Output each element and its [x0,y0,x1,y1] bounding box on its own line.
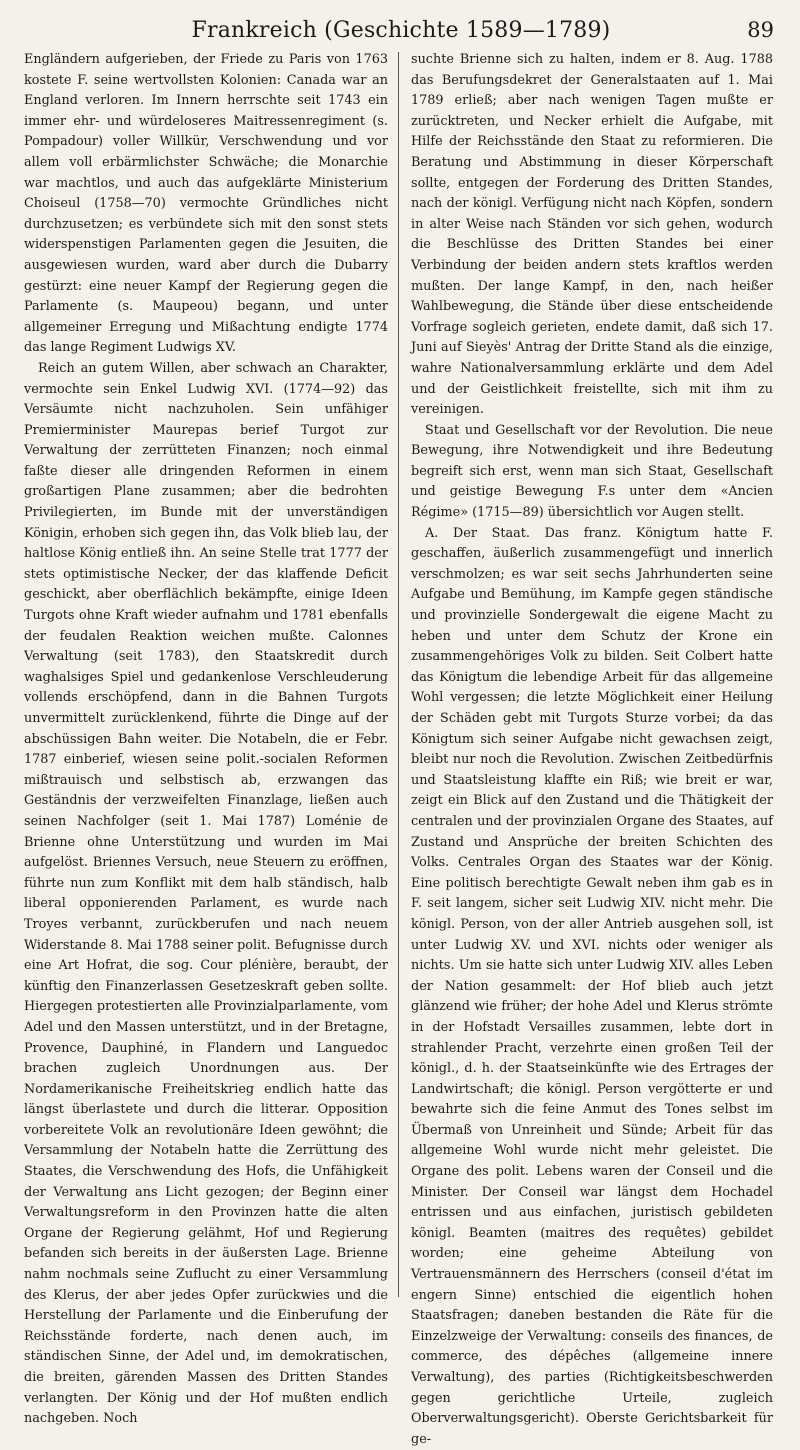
left-column [24,50,398,1450]
page-header [24,0,778,50]
right-column [399,50,773,1450]
running-head: Frankreich (Geschichte 1589—1789) [191,18,611,43]
text-columns [24,50,778,1450]
paragraph: Staat und Gesellschaft vor der Revolution. Die neue Bewegung, ihre Notwendigkeit und ihre Bedeutung begreift sich erst, wenn man sich Staat, Gesellschaft und geistige Bewegung F.s unter dem «Ancien Régime» (1715—89) übersichtlich vor Augen stellt. [411,422,773,521]
paragraph: A. Der Staat. Das franz. Königtum hatte F. geschaffen, äußerlich zusammengefügt und innerlich verschmolzen; es war seit sechs Jahrhunderten seine Aufgabe und Bemühung, im Kampfe gegen ständische und provinzielle Sondergewalt die eigene Macht zu heben und unter dem Schutz der Krone ein zusammengehöriges Volk zu bilden. Seit Colbert hatte das Königtum die lebendige Arbeit für das allgemeine Wohl vergessen; die letzte Möglichkeit einer Heilung der Schäden gebt mit Turgots Sturze vorbei; da das Königtum sich seiner Aufgabe nicht gewachsen zeigt, bleibt nur noch die Revolution. Zwischen Zeitbedürfnis und Staatsleistung klaffte ein Riß; wie breit er war, zeigt ein Blick auf den Zustand und die Thätigkeit der centralen und der provinzialen Organe des Staates, auf Zustand und Ansprüche der breiten Schichten des Volks. Centrales Organ des Staates war der König. Eine politisch berechtigte Gewalt neben ihm gab es in F. seit langem, sicher seit Ludwig XIV. nicht mehr. Die königl. Person, von der aller Antrieb ausgehen soll, ist unter Ludwig XV. und XVI. nichts oder weniger als nichts. Um sie hatte sich unter Ludwig XIV. alles Leben der Nation gesammelt: der Hof blieb auch jetzt glänzend wie früher; der hohe Adel und Klerus strömte in der Hofstadt Versailles zusammen, lebte dort in strahlender Pracht, verzehrte einen großen Teil der königl., d. h. der Staatseinkünfte wie des Ertrages der Landwirtschaft; die königl. Person vergötterte er und bewahrte sich die feine Anmut des Tones selbst im Übermaß von Unreinheit und Sünde; Arbeit für das allgemeine Wohl wurde nicht mehr geleistet. Die Organe des polit. Lebens waren der Conseil und die Minister. Der Conseil war längst dem Hochadel entrissen und aus einfachen, juristisch gebildeten königl. Beamten (maitres des requêtes) gebildet worden; eine geheime Abteilung von Vertrauensmännern des Herrschers (conseil d'état im engern Sinne) entschied die eigentlich hohen Staatsfragen; daneben bestanden die Räte für die Einzelzweige der Verwaltung: conseils des finances, de commerce, des dépêches (allgemeine innere Verwaltung), des parties (Richtigkeitsbeschwerden gegen gerichtliche Urteile, zugleich Oberverwaltungsgericht). Oberste Gerichtsbarkeit für ge- [411,525,773,1447]
paragraph: suchte Brienne sich zu halten, indem er 8. Aug. 1788 das Berufungsdekret der Generalstaaten auf 1. Mai 1789 erließ; aber nach wenigen Tagen mußte er zurücktreten, und Necker erhielt die Aufgabe, mit Hilfe der Reichsstände den Staat zu reformieren. Die Beratung und Abstimmung in dieser Körperschaft sollte, entgegen der Forderung des Dritten Standes, nach der königl. Verfügung nicht nach Köpfen, sondern in alter Weise nach Ständen vor sich gehen, wodurch die Beschlüsse des Dritten Standes bei einer Verbindung der beiden andern stets kraftlos werden mußten. Der lange Kampf, in den, nach heißer Wahlbewegung, die Stände über diese entscheidende Vorfrage sogleich gerieten, endete damit, daß sich 17. Juni auf Sieyès' Antrag der Dritte Stand als die einzige, wahre Nationalversammlung erklärte und dem Adel und der Geistlichkeit freistellte, sich mit ihm zu vereinigen. [411,52,773,418]
paragraph: Reich an gutem Willen, aber schwach an Charakter, vermochte sein Enkel Ludwig XVI. (1774—92) das Versäumte nicht nachzuholen. Sein unfähiger Premierminister Maurepas berief Turgot zur Verwaltung der zerrütteten Finanzen; noch einmal faßte dieser alle dringenden Reformen in einem großartigen Plane zusammen; aber die bedrohten Privilegierten, im Bunde mit der unverständigen Königin, erhoben sich gegen ihn, das Volk blieb lau, der haltlose König entließ ihn. An seine Stelle trat 1777 der stets optimistische Necker, der das klaffende Deficit geschickt, aber oberflächlich bekämpfte, einige Ideen Turgots ohne Kraft wieder aufnahm und 1781 ebenfalls der feudalen Reaktion weichen mußte. Calonnes Verwaltung (seit 1783), den Staatskredit durch waghalsiges Spiel und gedankenlose Verschleuderung vollends erschöpfend, dann in die Bahnen Turgots unvermittelt zurücklenkend, führte die Dinge auf der abschüssigen Bahn weiter. Die Notabeln, die er Febr. 1787 einberief, wiesen seine polit.-socialen Reformen mißtrauisch und selbstisch ab, erzwangen das Geständnis der verzweifelten Finanzlage, ließen auch seinen Nachfolger (seit 1. Mai 1787) Loménie de Brienne ohne Unterstützung und wurden im Mai aufgelöst. Briennes Versuch, neue Steuern zu eröffnen, führte nun zum Konflikt mit dem halb ständisch, halb liberal opponierenden Parlament, es wurde nach Troyes verbannt, zurückberufen und nach neuem Widerstande 8. Mai 1788 seiner polit. Befugnisse durch eine Art Hofrat, die sog. Cour plénière, beraubt, der künftig den Finanzerlassen Gesetzeskraft geben sollte. Hiergegen protestierten alle Provinzialparlamente, vom Adel und den Massen unterstützt, und in der Bretagne, Provence, Dauphiné, in Flandern und Languedoc brachen zugleich Unordnungen aus. Der Nordamerikanische Freiheitskrieg endlich hatte das längst überlastete und durch die litterar. Opposition vorbereitete Volk an revolutionäre Ideen gewöhnt; die Versammlung der Notabeln hatte die Zerrüttung des Staates, die Verschwendung des Hofs, die Unfähigkeit der Verwaltung ans Licht gezogen; der Beginn einer Verwaltungsreform in den Provinzen hatte die alten Organe der Regierung gelähmt, Hof und Regierung befanden sich bereits in der äußersten Lage. Brienne nahm nochmals seine Zuflucht zu einer Versammlung des Klerus, der aber jedes Opfer zurückwies und die Herstellung der Parlamente und die Einberufung der Reichsstände forderte, nach denen auch, im ständischen Sinne, der Adel und, im demokratischen, die breiten, gärenden Massen des Dritten Standes verlangten. Der König und der Hof mußten endlich nachgeben. Noch [24,360,388,1427]
page-number: 89 [747,18,774,42]
paragraph: Engländern aufgerieben, der Friede zu Paris von 1763 kostete F. seine wertvollsten Kolonien: Canada war an England verloren. Im Innern herrschte seit 1743 ein immer ehr- und würdeloseres Maitressenregiment (s. Pompadour) voller Willkür, Verschwendung und vor allem voll erbärmlichster Schwäche; die Monarchie war machtlos, und auch das aufgeklärte Ministerium Choiseul (1758—70) vermochte Gründliches nicht durchzusetzen; es verbündete sich mit den sonst stets widerspenstigen Parlamenten gegen die Jesuiten, die ausgewiesen wurden, ward aber durch die Dubarry gestürzt: eine neuer Kampf der Regierung gegen die Parlamente (s. Maupeou) begann, und unter allgemeiner Erregung und Mißachtung endigte 1774 das lange Regiment Ludwigs XV. [24,52,388,356]
